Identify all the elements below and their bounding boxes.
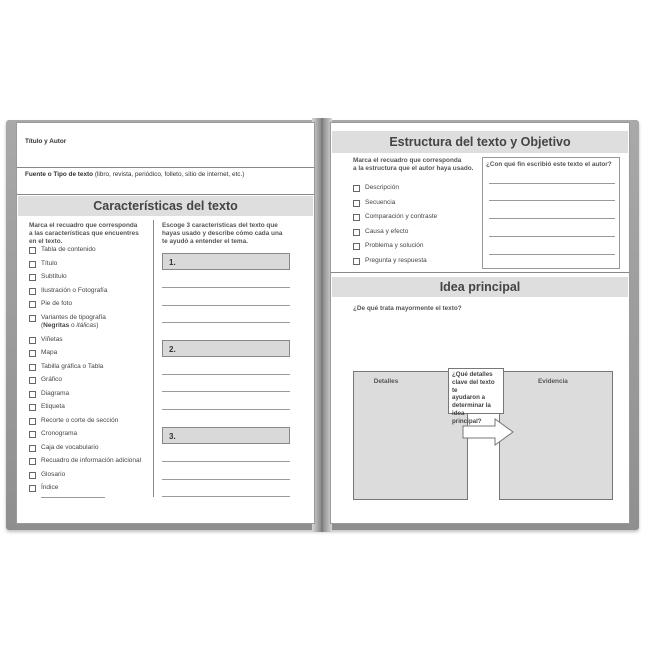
list-item: Recuadro de información adicional [41,457,142,464]
author-purpose-box [482,157,620,269]
list-item: Subtítulo [41,273,67,280]
checkbox[interactable] [29,315,36,322]
details-question-box: ¿Qué detalles clave del texto te ayudaron a determinar la idea principal? [448,368,504,414]
structure-instruction: Marca el recuadro que corresponda a la estructura que el autor haya usado. [353,157,474,172]
writing-line[interactable] [162,374,290,375]
source-line [25,171,244,179]
checkbox[interactable] [29,418,36,425]
list-item: Problema y solución [365,242,424,249]
list-item: Recorte o corte de sección [41,417,119,424]
divider [17,194,314,195]
writing-line[interactable] [162,322,290,323]
writing-line[interactable] [162,409,290,410]
list-item: Viñetas [41,336,63,343]
list-item: Mapa [41,349,58,356]
source-hint: (libro, revista, periódico, folleto, sitio de internet, etc.) [94,171,245,178]
checkbox[interactable] [29,364,36,371]
checkbox[interactable] [29,274,36,281]
list-item: Comparación y contraste [365,213,438,220]
checkbox[interactable] [353,258,360,265]
checkbox[interactable] [29,445,36,452]
divider [17,167,314,168]
checkbox[interactable] [29,350,36,357]
checkbox[interactable] [29,431,36,438]
checkbox[interactable] [353,200,360,207]
writing-line[interactable] [489,218,615,219]
list-item: Tabla de contenido [41,246,96,253]
structure-heading: Estructura del texto y Objetivo [332,131,628,153]
checkbox[interactable] [29,391,36,398]
source-label: Fuente o Tipo de texto [25,171,94,178]
writing-line[interactable] [489,236,615,237]
main-idea-question: ¿De qué trata mayormente el texto? [353,305,462,312]
writing-line[interactable] [489,254,615,255]
checkbox[interactable] [29,288,36,295]
checkbox[interactable] [353,185,360,192]
writing-line[interactable] [162,391,290,392]
list-item: Glosario [41,471,66,478]
writing-line[interactable] [162,305,290,306]
list-item: Tabilla gráfica o Tabla [41,363,104,370]
checkbox[interactable] [29,377,36,384]
list-item: Ilustración o Fotografía [41,287,108,294]
list-item: Cronograma [41,430,78,437]
list-item: Índice [41,484,59,491]
checkbox[interactable] [29,485,36,492]
checklist-instruction: Marca el recuadro que corresponda a las características que encuentres en el texto. [29,222,139,245]
list-item: Etiqueta [41,403,65,410]
right-page [330,122,630,524]
list-item: Gráfico [41,376,62,383]
checkbox[interactable] [353,214,360,221]
checkbox[interactable] [29,261,36,268]
list-item: Caja de vocabulario [41,444,99,451]
writing-line[interactable] [162,287,290,288]
list-item: Causa y efecto [365,228,409,235]
checkbox[interactable] [29,337,36,344]
writing-line[interactable] [162,496,290,497]
checkbox[interactable] [29,458,36,465]
checkbox[interactable] [29,301,36,308]
details-label: Detalles [373,378,399,385]
evidence-label: Evidencia [538,378,568,385]
typography-note: (Negritas o itálicas) [41,322,99,329]
list-item: Título [41,260,58,267]
blank-line[interactable] [41,497,105,498]
divider [331,272,629,273]
checkbox[interactable] [29,472,36,479]
feature-box-3: 3. [162,427,290,444]
feature-box-2: 2. [162,340,290,357]
list-item: Diagrama [41,390,70,397]
title-author-label: Título y Autor [25,138,67,145]
checkbox[interactable] [353,229,360,236]
checkbox[interactable] [29,404,36,411]
list-item: Pregunta y respuesta [365,257,427,264]
checkbox[interactable] [353,243,360,250]
left-page [16,122,315,524]
writing-line[interactable] [162,461,290,462]
checkbox[interactable] [29,247,36,254]
list-item: Pie de foto [41,300,73,307]
describe-instruction: Escoge 3 características del texto que hayas usado y describe cómo cada una te ayudó a entender el tema. [162,222,283,245]
main-idea-heading: Idea principal [332,277,628,297]
text-features-heading: Características del texto [18,196,313,216]
author-purpose-question: ¿Con qué fin escribió este texto el autor? [486,161,612,168]
writing-line[interactable] [162,479,290,480]
list-item: Descripción [365,184,399,191]
writing-line[interactable] [489,200,615,201]
list-item: Variantes de tipografía [41,314,106,321]
list-item: Secuencia [365,199,396,206]
writing-line[interactable] [489,183,615,184]
feature-box-1: 1. [162,253,290,270]
book-spine [312,118,332,532]
right-arrow-icon [461,417,517,447]
column-divider [153,220,154,497]
